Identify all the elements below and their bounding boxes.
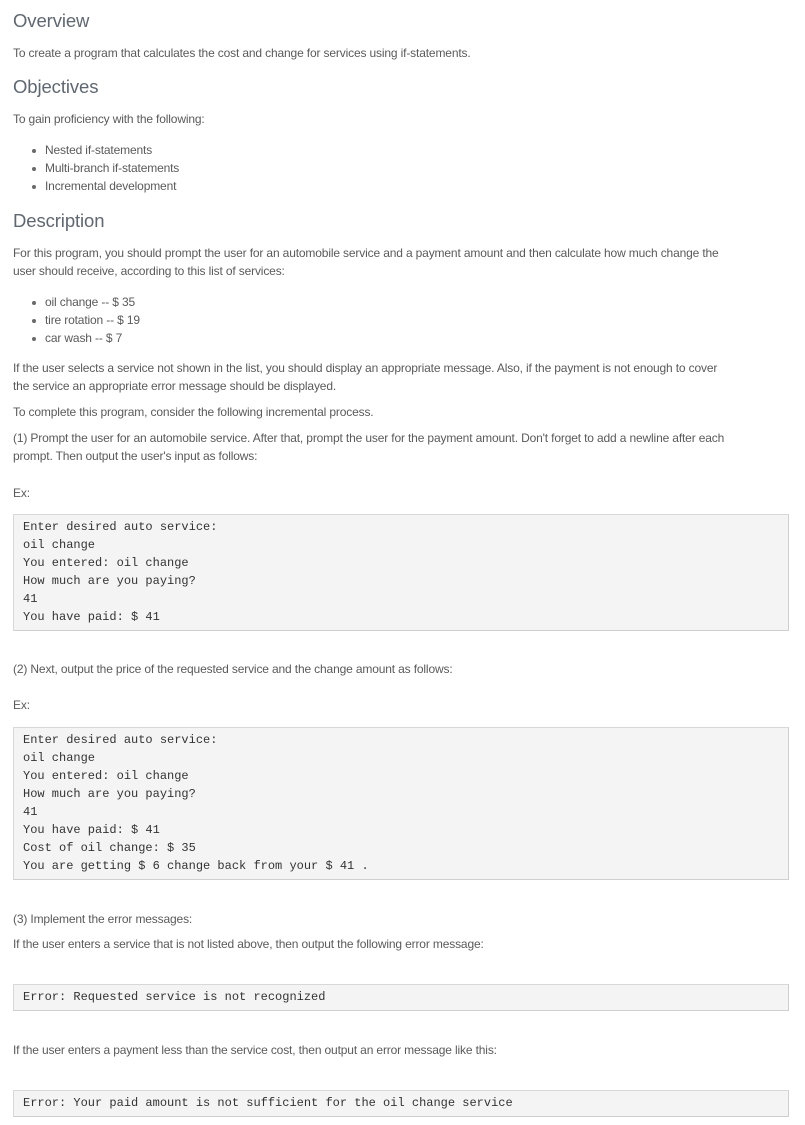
error1-code-block [13,984,789,1011]
code-line: Error: Your paid amount is not sufficient for the oil change service [23,1096,513,1110]
service-item: oil change -- $ 35 [45,293,140,311]
code-line: 41 [23,592,38,606]
error2-intro: If the user enters a payment less than the service cost, then output an error message like this: [13,1043,497,1057]
code-line: You have paid: $ 41 [23,823,160,837]
description-intro-line2: user should receive, according to this list of services: [13,264,285,278]
step2-text: (2) Next, output the price of the requested service and the change amount as follows: [13,662,453,676]
code-line: oil change [23,538,96,552]
code-line: 41 [23,805,38,819]
code-line: oil change [23,751,96,765]
code-line: How much are you paying? [23,787,196,801]
example2-code-block [13,727,789,880]
code-line: Error: Requested service is not recognized [23,990,326,1004]
error2-code-block [13,1090,789,1117]
step3-text: (3) Implement the error messages: [13,912,193,926]
code-line: You have paid: $ 41 [23,610,160,624]
service-item: tire rotation -- $ 19 [45,313,140,327]
objective-item: Nested if-statements [45,141,179,159]
code-line: Enter desired auto service: [23,733,218,747]
error1-intro: If the user enters a service that is not listed above, then output the following error message: [13,937,484,951]
code-line: You are getting $ 6 change back from your $ 41 . [23,859,369,873]
code-line: You entered: oil change [23,556,189,570]
code-line: Enter desired auto service: [23,520,218,534]
step1-line2: prompt. Then output the user's input as follows: [13,449,258,463]
overview-heading: Overview [13,10,90,31]
objectives-list [13,141,179,195]
code-line: How much are you paying? [23,574,196,588]
example1-code-block [13,514,789,631]
objectives-intro: To gain proficiency with the following: [13,112,205,126]
objective-item: Multi-branch if-statements [45,161,180,175]
code-line: Cost of oil change: $ 35 [23,841,196,855]
objective-item: Incremental development [45,177,179,195]
process-intro: To complete this program, consider the following incremental process. [13,405,374,419]
service-item: car wash -- $ 7 [45,329,140,347]
description-heading: Description [13,210,105,231]
overview-text: To create a program that calculates the cost and change for services using if-statements. [13,46,471,60]
description-intro-line1: For this program, you should prompt the user for an automobile service and a payment amount and then calculate how much change the [13,246,719,260]
error-note-line1: If the user selects a service not shown in the list, you should display an appropriate message. Also, if the payment is not enough to cover [13,361,718,375]
error-note-line2: the service an appropriate error message should be displayed. [13,379,337,393]
example-label-2: Ex: [13,698,30,712]
services-list [13,293,140,347]
step1-line1: (1) Prompt the user for an automobile service. After that, prompt the user for the payment amount. Don't forget to add a newline after each [13,431,725,445]
code-line: You entered: oil change [23,769,189,783]
objectives-heading: Objectives [13,76,99,97]
example-label-1: Ex: [13,486,30,500]
